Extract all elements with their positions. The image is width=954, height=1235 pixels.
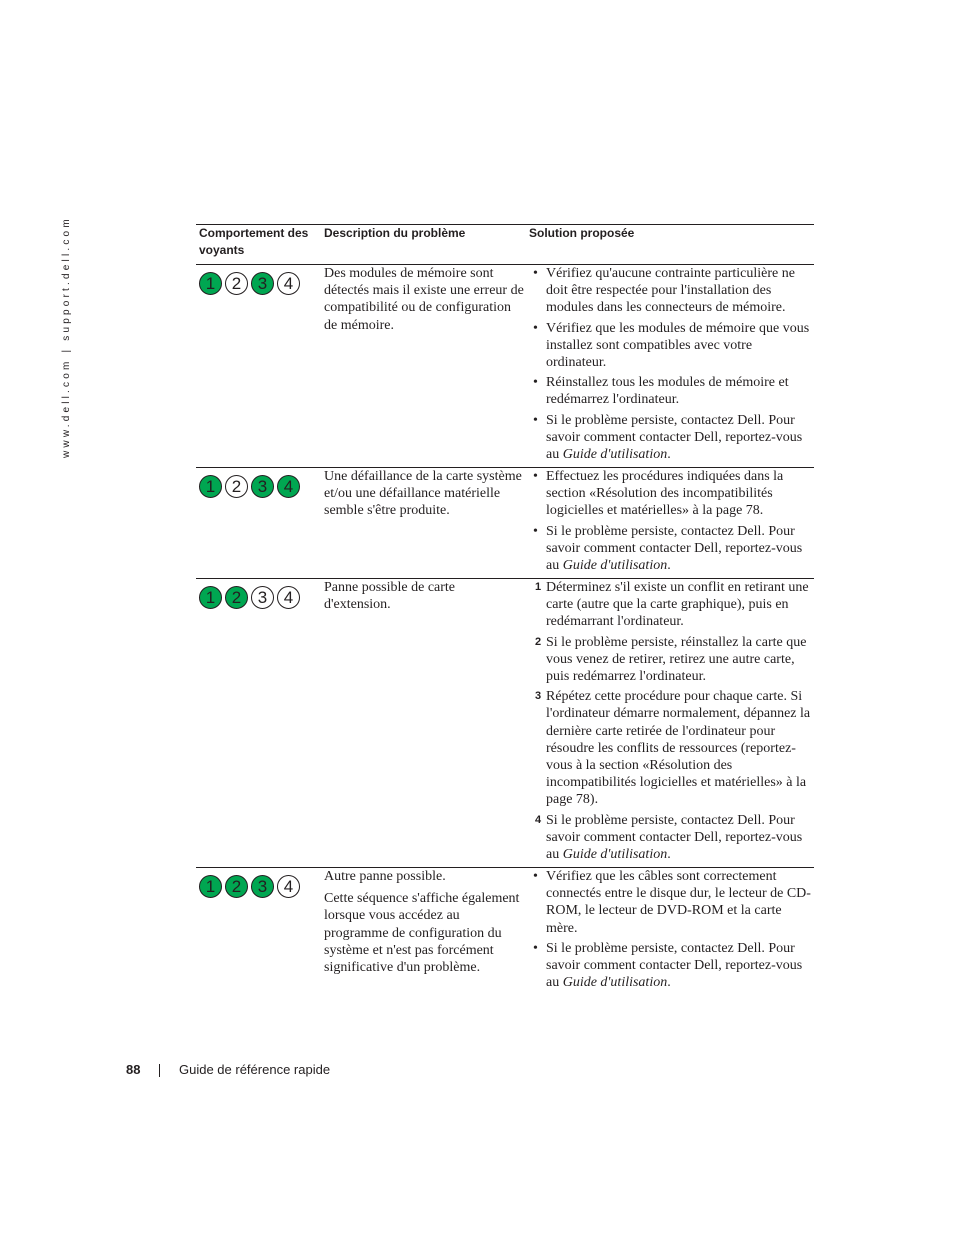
solution-item (529, 688, 814, 808)
solution-item (529, 868, 814, 937)
bullet-icon: • (533, 469, 538, 484)
solution-text: Si le problème persiste, contactez Dell. Pour savoir comment contacter Dell, reportez-vous au (546, 812, 803, 863)
solution-item (529, 523, 814, 575)
bullet-icon: • (533, 375, 538, 391)
problem-description (324, 868, 524, 981)
solution-item (529, 940, 814, 992)
solution (529, 265, 814, 466)
solution-text: Si le problème persiste, contactez Dell. Pour savoir comment contacter Dell, reportez-vous au (546, 412, 803, 463)
page-number: 88 (126, 1062, 141, 1077)
header-led-behavior: Comportement des voyants (199, 226, 309, 257)
led-1-on-icon: 1 (199, 875, 222, 898)
header-problem-description: Description du problème (324, 226, 466, 240)
solution-bullet-list (529, 868, 814, 991)
problem-description (324, 265, 524, 339)
solution-item (529, 579, 814, 631)
led-4-off-icon: 4 (277, 272, 300, 295)
step-number: 4 (535, 813, 542, 826)
bullet-icon: • (533, 412, 538, 428)
led-4-on-icon: 4 (277, 475, 300, 498)
description-paragraph: Une défaillance de la carte système et/ou une défaillance matérielle semble s'être produite. (324, 469, 522, 519)
table-row (196, 579, 814, 868)
solution-suffix: . (667, 447, 671, 463)
led-pattern (199, 475, 300, 498)
led-4-off-icon: 4 (277, 875, 300, 898)
led-1-on-icon: 1 (199, 272, 222, 295)
led-pattern (199, 586, 300, 609)
solution-text: Si le problème persiste, contactez Dell. Pour savoir comment contacter Dell, reportez-vous au (546, 940, 803, 991)
guide-reference: Guide d'utilisation (562, 847, 668, 863)
solution-text: Déterminez s'il existe un conflit en retirant une carte (autre que la carte graphique), puis en redémarrant l'ordinateur. (546, 580, 809, 630)
solution-text: Vérifiez qu'aucune contrainte particulière ne doit être respectée pour l'installation des modules dans les connecteurs de mémoire. (546, 266, 795, 316)
solution-item (529, 812, 814, 864)
description-paragraph: Des modules de mémoire sont détectés mais il existe une erreur de compatibilité ou de configuration de mémoire. (324, 266, 524, 333)
table-row (196, 868, 814, 998)
bullet-icon: • (533, 523, 538, 539)
solution-numbered-list (529, 579, 814, 863)
sidebar-url: www.dell.com | support.dell.com (61, 216, 72, 458)
solution-item (529, 412, 814, 464)
table-header (196, 224, 814, 265)
bullet-icon: • (533, 266, 538, 281)
solution-text: Répétez cette procédure pour chaque carte. Si l'ordinateur démarre normalement, dépannez la dernière carte retirée de l'ordinateur pour résoudre les conflits de ressources (reportez-vous à la section «Résolution des incompatibilités logicielles et matérielles» à la page 78). (546, 689, 811, 808)
guide-reference: Guide d'utilisation (562, 447, 668, 463)
solution-suffix: . (667, 975, 671, 991)
bullet-icon: • (533, 320, 538, 336)
header-solution: Solution proposée (529, 226, 635, 240)
description-paragraph: Cette séquence s'affiche également lorsque vous accédez au programme de configuration du système et n'est pas forcément significative d'un problème. (324, 891, 520, 976)
solution-text: Effectuez les procédures indiquées dans la section «Résolution des incompatibilités logicielles et matérielles» à la page 78. (546, 469, 784, 519)
table-row (196, 468, 814, 579)
led-2-off-icon: 2 (225, 475, 248, 498)
step-number: 1 (535, 581, 542, 593)
solution-item (529, 320, 814, 372)
led-pattern (199, 875, 300, 898)
solution-bullet-list (529, 265, 814, 463)
led-diagnostic-table (196, 224, 814, 998)
step-number: 2 (535, 635, 542, 648)
problem-description (324, 468, 524, 525)
footer-divider (159, 1064, 160, 1077)
solution-text: Vérifiez que les câbles sont correctement connectés entre le disque dur, le lecteur de CD-ROM, le lecteur de DVD-ROM et la carte mère. (546, 869, 811, 936)
led-2-on-icon: 2 (225, 875, 248, 898)
solution (529, 868, 814, 994)
solution-suffix: . (667, 558, 671, 574)
led-1-on-icon: 1 (199, 475, 222, 498)
solution-text: Réinstallez tous les modules de mémoire et redémarrez l'ordinateur. (546, 375, 789, 408)
led-4-off-icon: 4 (277, 586, 300, 609)
description-paragraph: Panne possible de carte d'extension. (324, 580, 456, 613)
solution-suffix: . (667, 847, 671, 863)
led-2-on-icon: 2 (225, 586, 248, 609)
description-paragraph: Autre panne possible. (324, 869, 446, 884)
table-row (196, 265, 814, 468)
led-3-on-icon: 3 (251, 272, 274, 295)
led-2-off-icon: 2 (225, 272, 248, 295)
solution-item (529, 468, 814, 520)
solution-bullet-list (529, 468, 814, 574)
solution-item (529, 265, 814, 317)
solution-text: Si le problème persiste, contactez Dell. Pour savoir comment contacter Dell, reportez-vous au (546, 523, 803, 574)
bullet-icon: • (533, 940, 538, 956)
solution-text: Si le problème persiste, réinstallez la carte que vous venez de retirer, retirez une autre carte, puis redémarrez l'ordinateur. (546, 634, 807, 685)
led-3-on-icon: 3 (251, 875, 274, 898)
problem-description (324, 579, 524, 618)
solution-item (529, 374, 814, 408)
led-3-on-icon: 3 (251, 475, 274, 498)
led-3-off-icon: 3 (251, 586, 274, 609)
guide-reference: Guide d'utilisation (562, 975, 668, 991)
led-1-on-icon: 1 (199, 586, 222, 609)
led-pattern (199, 272, 300, 295)
solution (529, 468, 814, 577)
bullet-icon: • (533, 869, 538, 884)
guide-reference: Guide d'utilisation (562, 558, 668, 574)
solution-item (529, 634, 814, 686)
footer-title: Guide de référence rapide (179, 1062, 331, 1077)
solution-text: Vérifiez que les modules de mémoire que vous installez sont compatibles avec votre ordinateur. (546, 320, 810, 371)
solution (529, 579, 814, 866)
step-number: 3 (535, 690, 542, 703)
